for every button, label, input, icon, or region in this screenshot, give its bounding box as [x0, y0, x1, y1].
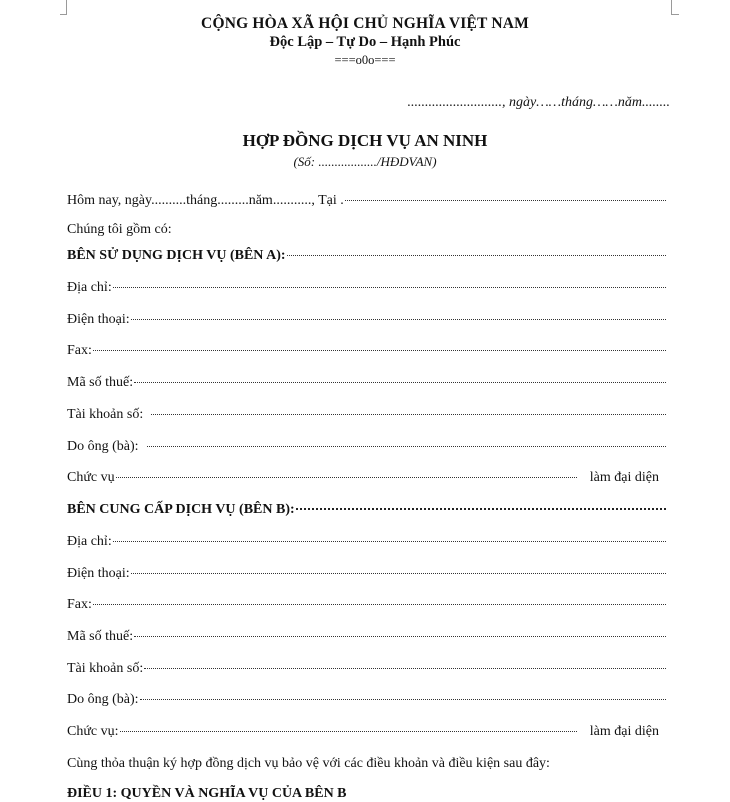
header-separator: ===o0o===: [334, 53, 396, 67]
crop-mark-top-right: [671, 0, 672, 14]
fill-line: [144, 668, 666, 669]
national-title: CỘNG HÒA XÃ HỘI CHỦ NGHĨA VIỆT NAM: [201, 15, 529, 32]
fill-line: [93, 604, 666, 605]
party-a-phone-field: [67, 312, 667, 332]
fill-line: [120, 731, 577, 732]
agreement-statement: Cùng thỏa thuận ký hợp đồng dịch vụ bảo vệ với các điều khoản và điều kiện sau đây:: [67, 756, 550, 771]
party-a-heading-line: [67, 248, 667, 268]
party-a-tax-code-field: [67, 375, 667, 395]
fill-line: [134, 636, 666, 637]
fill-line: [93, 350, 666, 351]
fill-line: [147, 446, 666, 447]
field-label: Chức vụ: [67, 470, 115, 485]
party-b-fax-field: [67, 597, 667, 617]
party-b-heading: BÊN CUNG CẤP DỊCH VỤ (BÊN B):: [67, 502, 295, 517]
party-b-tax-code-field: [67, 629, 667, 649]
party-b-position-field: [67, 724, 667, 744]
document-title: HỢP ĐỒNG DỊCH VỤ AN NINH: [242, 131, 488, 150]
party-a-position-field: [67, 470, 667, 490]
fill-line: [134, 382, 666, 383]
party-a-account-field: [67, 407, 667, 427]
party-a-address-field: [67, 280, 667, 300]
national-motto: Độc Lập – Tự Do – Hạnh Phúc: [269, 34, 461, 50]
field-label: Điện thoại:: [67, 566, 130, 581]
fill-line: [287, 255, 666, 256]
fill-line: [113, 287, 666, 288]
field-label: Chức vụ:: [67, 724, 119, 739]
party-b-address-field: [67, 534, 667, 554]
party-a-heading: BÊN SỬ DỤNG DỊCH VỤ (BÊN A):: [67, 248, 286, 263]
acting-label: làm đại diện: [589, 724, 659, 739]
article-1-heading: ĐIỀU 1: QUYỀN VÀ NGHĨA VỤ CỦA BÊN B: [67, 786, 347, 801]
party-a-fax-field: [67, 343, 667, 363]
party-b-representative-field: [67, 692, 667, 712]
field-label: Do ông (bà):: [67, 439, 139, 454]
fill-line: [140, 699, 666, 700]
field-label: Địa chỉ:: [67, 534, 112, 549]
field-label: Điện thoại:: [67, 312, 130, 327]
today-line: [67, 193, 667, 213]
today-label: Hôm nay, ngày..........tháng.........năm..........., Tại .: [67, 193, 344, 208]
party-b-account-field: [67, 661, 667, 681]
place-date-line: ..........................., ngày……tháng……năm........: [407, 95, 670, 110]
fill-line: [113, 541, 666, 542]
field-label: Tài khoản số:: [67, 407, 144, 422]
field-label: Địa chỉ:: [67, 280, 112, 295]
party-b-phone-field: [67, 566, 667, 586]
fill-line: [345, 200, 666, 201]
field-label: Tài khoản số:: [67, 661, 144, 676]
fill-line: [116, 477, 577, 478]
party-a-representative-field: [67, 439, 667, 459]
field-label: Mã số thuế:: [67, 375, 134, 390]
fill-line: [131, 573, 666, 574]
field-label: Fax:: [67, 343, 92, 358]
field-label: Do ông (bà):: [67, 692, 139, 707]
fill-line: [131, 319, 666, 320]
field-label: Fax:: [67, 597, 92, 612]
parties-intro: Chúng tôi gồm có:: [67, 222, 172, 237]
acting-label: làm đại diện: [589, 470, 659, 485]
party-b-heading-line: [67, 502, 667, 522]
field-label: Mã số thuế:: [67, 629, 134, 644]
fill-line: [296, 508, 666, 510]
document-number: (Số: ................../HĐDVAN): [293, 154, 437, 169]
fill-line: [151, 414, 666, 415]
crop-mark-top-left: [66, 0, 67, 14]
